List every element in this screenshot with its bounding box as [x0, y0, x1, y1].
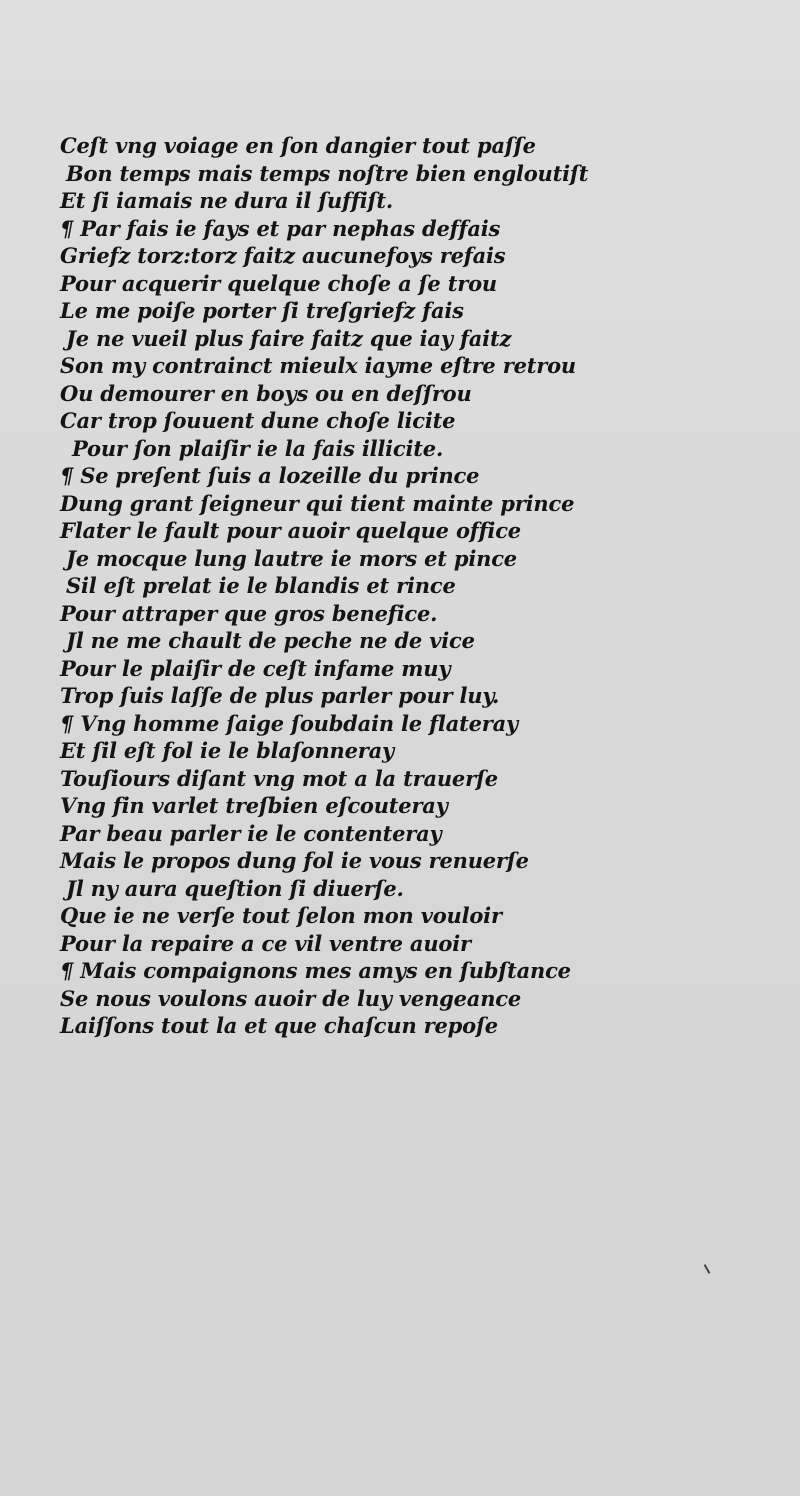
- text-line: ¶ Par fais ie fays et par nephas deffais: [60, 215, 501, 241]
- text-line: Flater le fault pour auoir quelque office: [60, 518, 521, 543]
- text-line: Et ſi iamais ne dura il ſuffiſt.: [60, 188, 393, 213]
- text-line: Ou demourer en boys ou en deſſrou: [60, 380, 472, 406]
- text-line: Jl ny aura queſtion ſi diuerſe.: [66, 875, 404, 901]
- text-line: Et ſil eſt fol ie le blaſonneray: [60, 738, 395, 763]
- text-line: Pour la repaire a ce vil ventre auoir: [60, 930, 471, 956]
- text-line: Pour acquerir quelque choſe a ſe trou: [60, 270, 497, 296]
- text-line: Pour attraper que gros benefice.: [60, 600, 438, 626]
- text-block: [60, 132, 760, 1040]
- text-line: Mais le propos dung fol ie vous renuerſe: [60, 848, 529, 873]
- text-line: Ceſt vng voiage en ſon dangier tout paſſe: [60, 133, 536, 158]
- text-line: Son my contrainct mieulx iayme eſtre retrou: [60, 353, 576, 378]
- text-line: Touſiours diſant vng mot a la trauerſe: [60, 765, 498, 791]
- text-line: Pour le plaiſir de ceſt infame muy: [60, 655, 451, 681]
- text-line: ¶ Mais compaignons mes amys en ſubſtance: [60, 958, 571, 983]
- text-line: Jl ne me chault de peche ne de vice: [66, 628, 475, 653]
- text-line: Dung grant ſeigneur qui tient mainte prince: [60, 490, 575, 516]
- ink-mark: [704, 1264, 711, 1274]
- text-line: Griefz torz:torz faitz aucunefoys refais: [60, 243, 506, 268]
- text-line: Je ne vueil plus faire faitz que iay faitz: [66, 325, 512, 351]
- text-line: Que ie ne verſe tout ſelon mon vouloir: [60, 903, 502, 928]
- text-line: Car trop ſouuent dune choſe licite: [60, 408, 456, 433]
- text-line: Vng fin varlet treſbien eſcouteray: [60, 793, 448, 818]
- text-line: Pour ſon plaiſir ie la fais illicite.: [72, 435, 444, 461]
- text-line: Se nous voulons auoir de luy vengeance: [60, 985, 522, 1011]
- text-line: ¶ Vng homme ſaige ſoubdain le flateray: [60, 710, 519, 736]
- text-line: Le me poiſe porter ſi treſgriefz fais: [60, 298, 464, 323]
- text-line: Laiſſons tout la et que chaſcun repoſe: [60, 1013, 498, 1038]
- text-line: ¶ Se preſent ſuis a lozeille du prince: [60, 463, 480, 488]
- text-line: Je mocque lung lautre ie mors et pince: [66, 545, 517, 571]
- text-line: Sil eſt prelat ie le blandis et rince: [66, 573, 456, 598]
- text-line: Par beau parler ie le contenteray: [60, 820, 442, 846]
- text-line: Bon temps mais temps noſtre bien engloutiſt: [66, 160, 589, 186]
- text-line: Trop ſuis laſſe de plus parler pour luy.: [60, 683, 500, 708]
